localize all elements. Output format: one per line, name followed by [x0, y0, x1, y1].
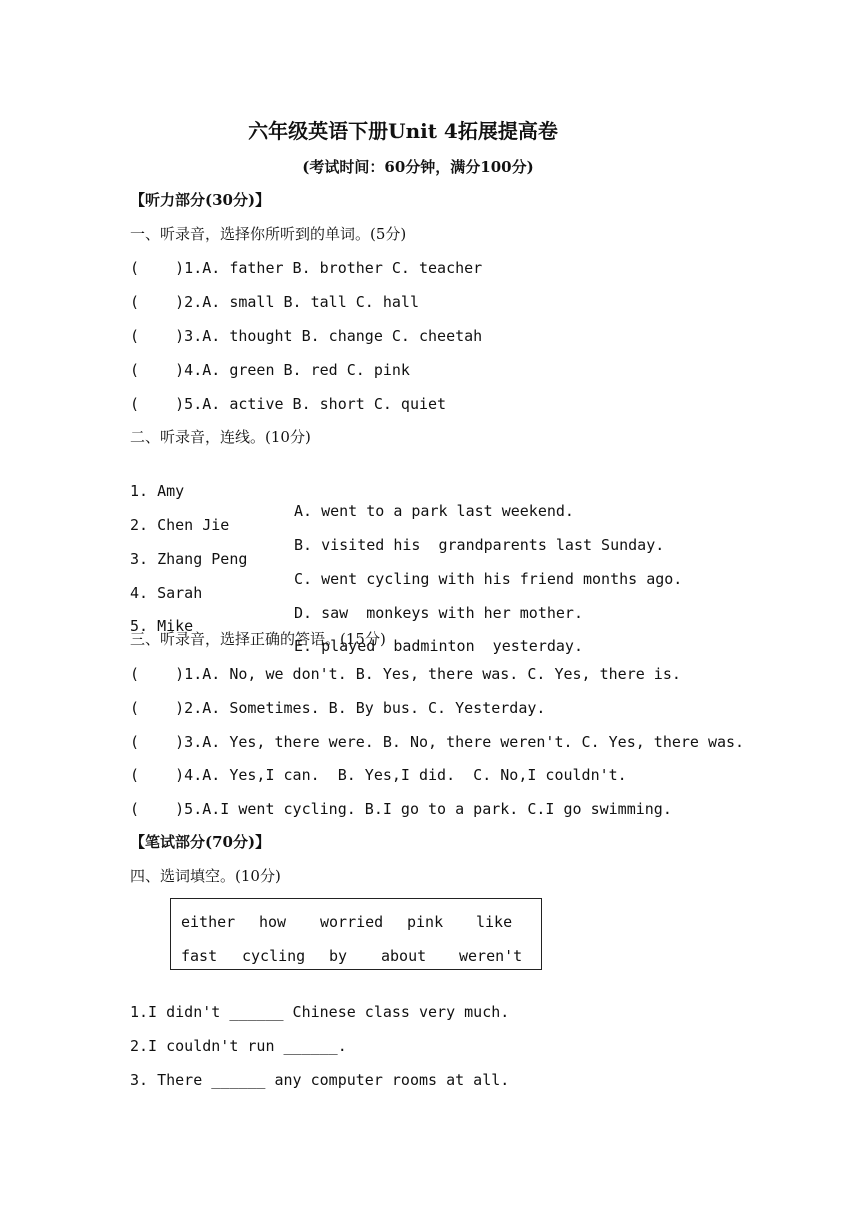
word-bank-word: about — [381, 947, 427, 965]
page-title: 六年级英语下册Unit 4拓展提高卷 — [248, 119, 558, 143]
word-bank-word: by — [329, 947, 348, 965]
written-header: 【笔试部分(70分)】 — [130, 833, 271, 851]
word-bank-word: fast — [181, 947, 218, 965]
part4-item: 2.I couldn't run ______. — [130, 1037, 347, 1055]
listening-header: 【听力部分(30分)】 — [130, 191, 271, 209]
matching-name: 1. Amy — [130, 482, 185, 500]
part3-item: ( )5.A.I went cycling. B.I go to a park. C.I go swimming. — [130, 800, 672, 818]
part1-heading: 一、听录音，选择你所听到的单词。(5分) — [130, 225, 407, 243]
part1-item: ( )3.A. thought B. change C. cheetah — [130, 327, 483, 345]
part4-heading: 四、选词填空。(10分) — [130, 867, 281, 885]
word-bank-word: worried — [320, 913, 384, 931]
matching-activity: D. saw monkeys with her mother. — [294, 604, 583, 622]
matching-activity: A. went to a park last weekend. — [294, 502, 574, 520]
part1-item: ( )2.A. small B. tall C. hall — [130, 293, 419, 311]
word-bank — [170, 898, 542, 970]
matching-name: 4. Sarah — [130, 584, 203, 602]
part1-item: ( )4.A. green B. red C. pink — [130, 361, 410, 379]
part3-heading: 三、听录音，选择正确的答语。(15分) — [130, 630, 386, 648]
matching-name: 5. Mike — [130, 617, 194, 635]
matching-activity: E. played badminton yesterday. — [294, 637, 583, 655]
part4-item: 1.I didn't ______ Chinese class very much. — [130, 1003, 510, 1021]
matching-name: 3. Zhang Peng — [130, 550, 248, 568]
word-bank-word: either — [181, 913, 236, 931]
matching-activity: B. visited his grandparents last Sunday. — [294, 536, 665, 554]
word-bank-word: cycling — [242, 947, 306, 965]
word-bank-word: like — [476, 913, 513, 931]
part1-item: ( )5.A. active B. short C. quiet — [130, 395, 447, 413]
part2-heading: 二、听录音，连线。(10分) — [130, 428, 311, 446]
part3-item: ( )3.A. Yes, there were. B. No, there weren't. C. Yes, there was. — [130, 733, 745, 751]
matching-name: 2. Chen Jie — [130, 516, 230, 534]
part3-item: ( )1.A. No, we don't. B. Yes, there was. C. Yes, there is. — [130, 665, 681, 683]
word-bank-word: weren't — [459, 947, 523, 965]
part1-item: ( )1.A. father B. brother C. teacher — [130, 259, 483, 277]
part3-item: ( )4.A. Yes,I can. B. Yes,I did. C. No,I couldn't. — [130, 766, 627, 784]
page-subtitle: (考试时间：60分钟，满分100分) — [302, 158, 534, 176]
part3-item: ( )2.A. Sometimes. B. By bus. C. Yesterday. — [130, 699, 546, 717]
word-bank-word: pink — [407, 913, 444, 931]
part4-item: 3. There ______ any computer rooms at all. — [130, 1071, 510, 1089]
matching-activity: C. went cycling with his friend months ago. — [294, 570, 683, 588]
word-bank-word: how — [259, 913, 287, 931]
